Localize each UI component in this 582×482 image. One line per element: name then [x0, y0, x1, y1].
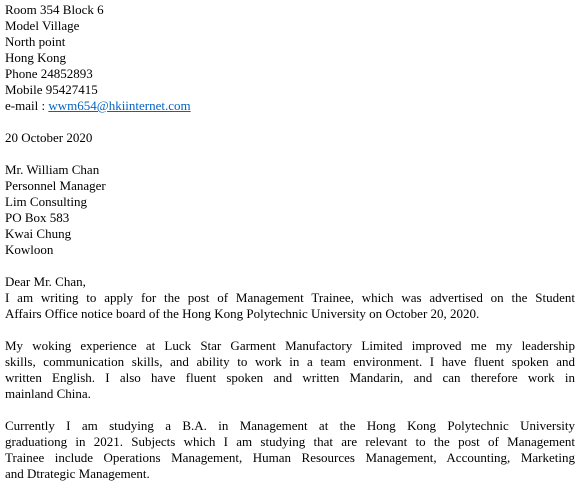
- sender-phone: Phone 24852893: [5, 66, 93, 81]
- spacer: [5, 146, 575, 162]
- spacer: [5, 258, 575, 274]
- sender-address-line: North point: [5, 34, 66, 49]
- paragraph-line: written English. I also have fluent spoken and written Mandarin, and can therefore work in: [5, 370, 575, 385]
- paragraph-line: mainland China.: [5, 386, 91, 401]
- paragraph-line: I am writing to apply for the post of Management Trainee, which was advertised on the Student: [5, 290, 575, 305]
- letter-page: [5, 2, 575, 482]
- recipient-address: [5, 162, 575, 258]
- recipient-line: Mr. William Chan: [5, 162, 100, 177]
- sender-email-link[interactable]: wwm654@hkiinternet.com: [48, 98, 191, 113]
- paragraph-line: Trainee include Operations Management, Human Resources Management, Accounting, Marketing: [5, 450, 575, 465]
- sender-email-label: e-mail :: [5, 98, 49, 113]
- recipient-line: PO Box 583: [5, 210, 70, 225]
- paragraph-line: graduationg in 2021. Subjects which I am studying that are relevant to the post of Management: [5, 434, 575, 449]
- recipient-line: Kowloon: [5, 242, 54, 257]
- recipient-line: Lim Consulting: [5, 194, 87, 209]
- paragraph-line: and Dtrategic Management.: [5, 466, 150, 481]
- body-paragraph-1: [5, 290, 575, 322]
- sender-mobile: Mobile 95427415: [5, 82, 98, 97]
- paragraph-line: skills, communication skills, and ability to work in a team environment. I have fluent spoken and: [5, 354, 575, 369]
- recipient-line: Personnel Manager: [5, 178, 106, 193]
- spacer: [5, 402, 575, 418]
- body-paragraph-2: [5, 338, 575, 402]
- paragraph-line: Affairs Office notice board of the Hong Kong Polytechnic University on October 20, 2020.: [5, 306, 480, 321]
- sender-address-line: Room 354 Block 6: [5, 2, 104, 17]
- spacer: [5, 322, 575, 338]
- spacer: [5, 114, 575, 130]
- sender-address: [5, 2, 575, 114]
- paragraph-line: Currently I am studying a B.A. in Management at the Hong Kong Polytechnic University: [5, 418, 575, 433]
- salutation: Dear Mr. Chan,: [5, 274, 86, 289]
- body-paragraph-3: [5, 418, 575, 482]
- sender-email-line: [5, 98, 575, 114]
- recipient-line: Kwai Chung: [5, 226, 72, 241]
- letter-date: 20 October 2020: [5, 130, 93, 145]
- paragraph-line: My woking experience at Luck Star Garment Manufactory Limited improved me my leadership: [5, 338, 575, 353]
- sender-address-line: Hong Kong: [5, 50, 67, 65]
- sender-address-line: Model Village: [5, 18, 80, 33]
